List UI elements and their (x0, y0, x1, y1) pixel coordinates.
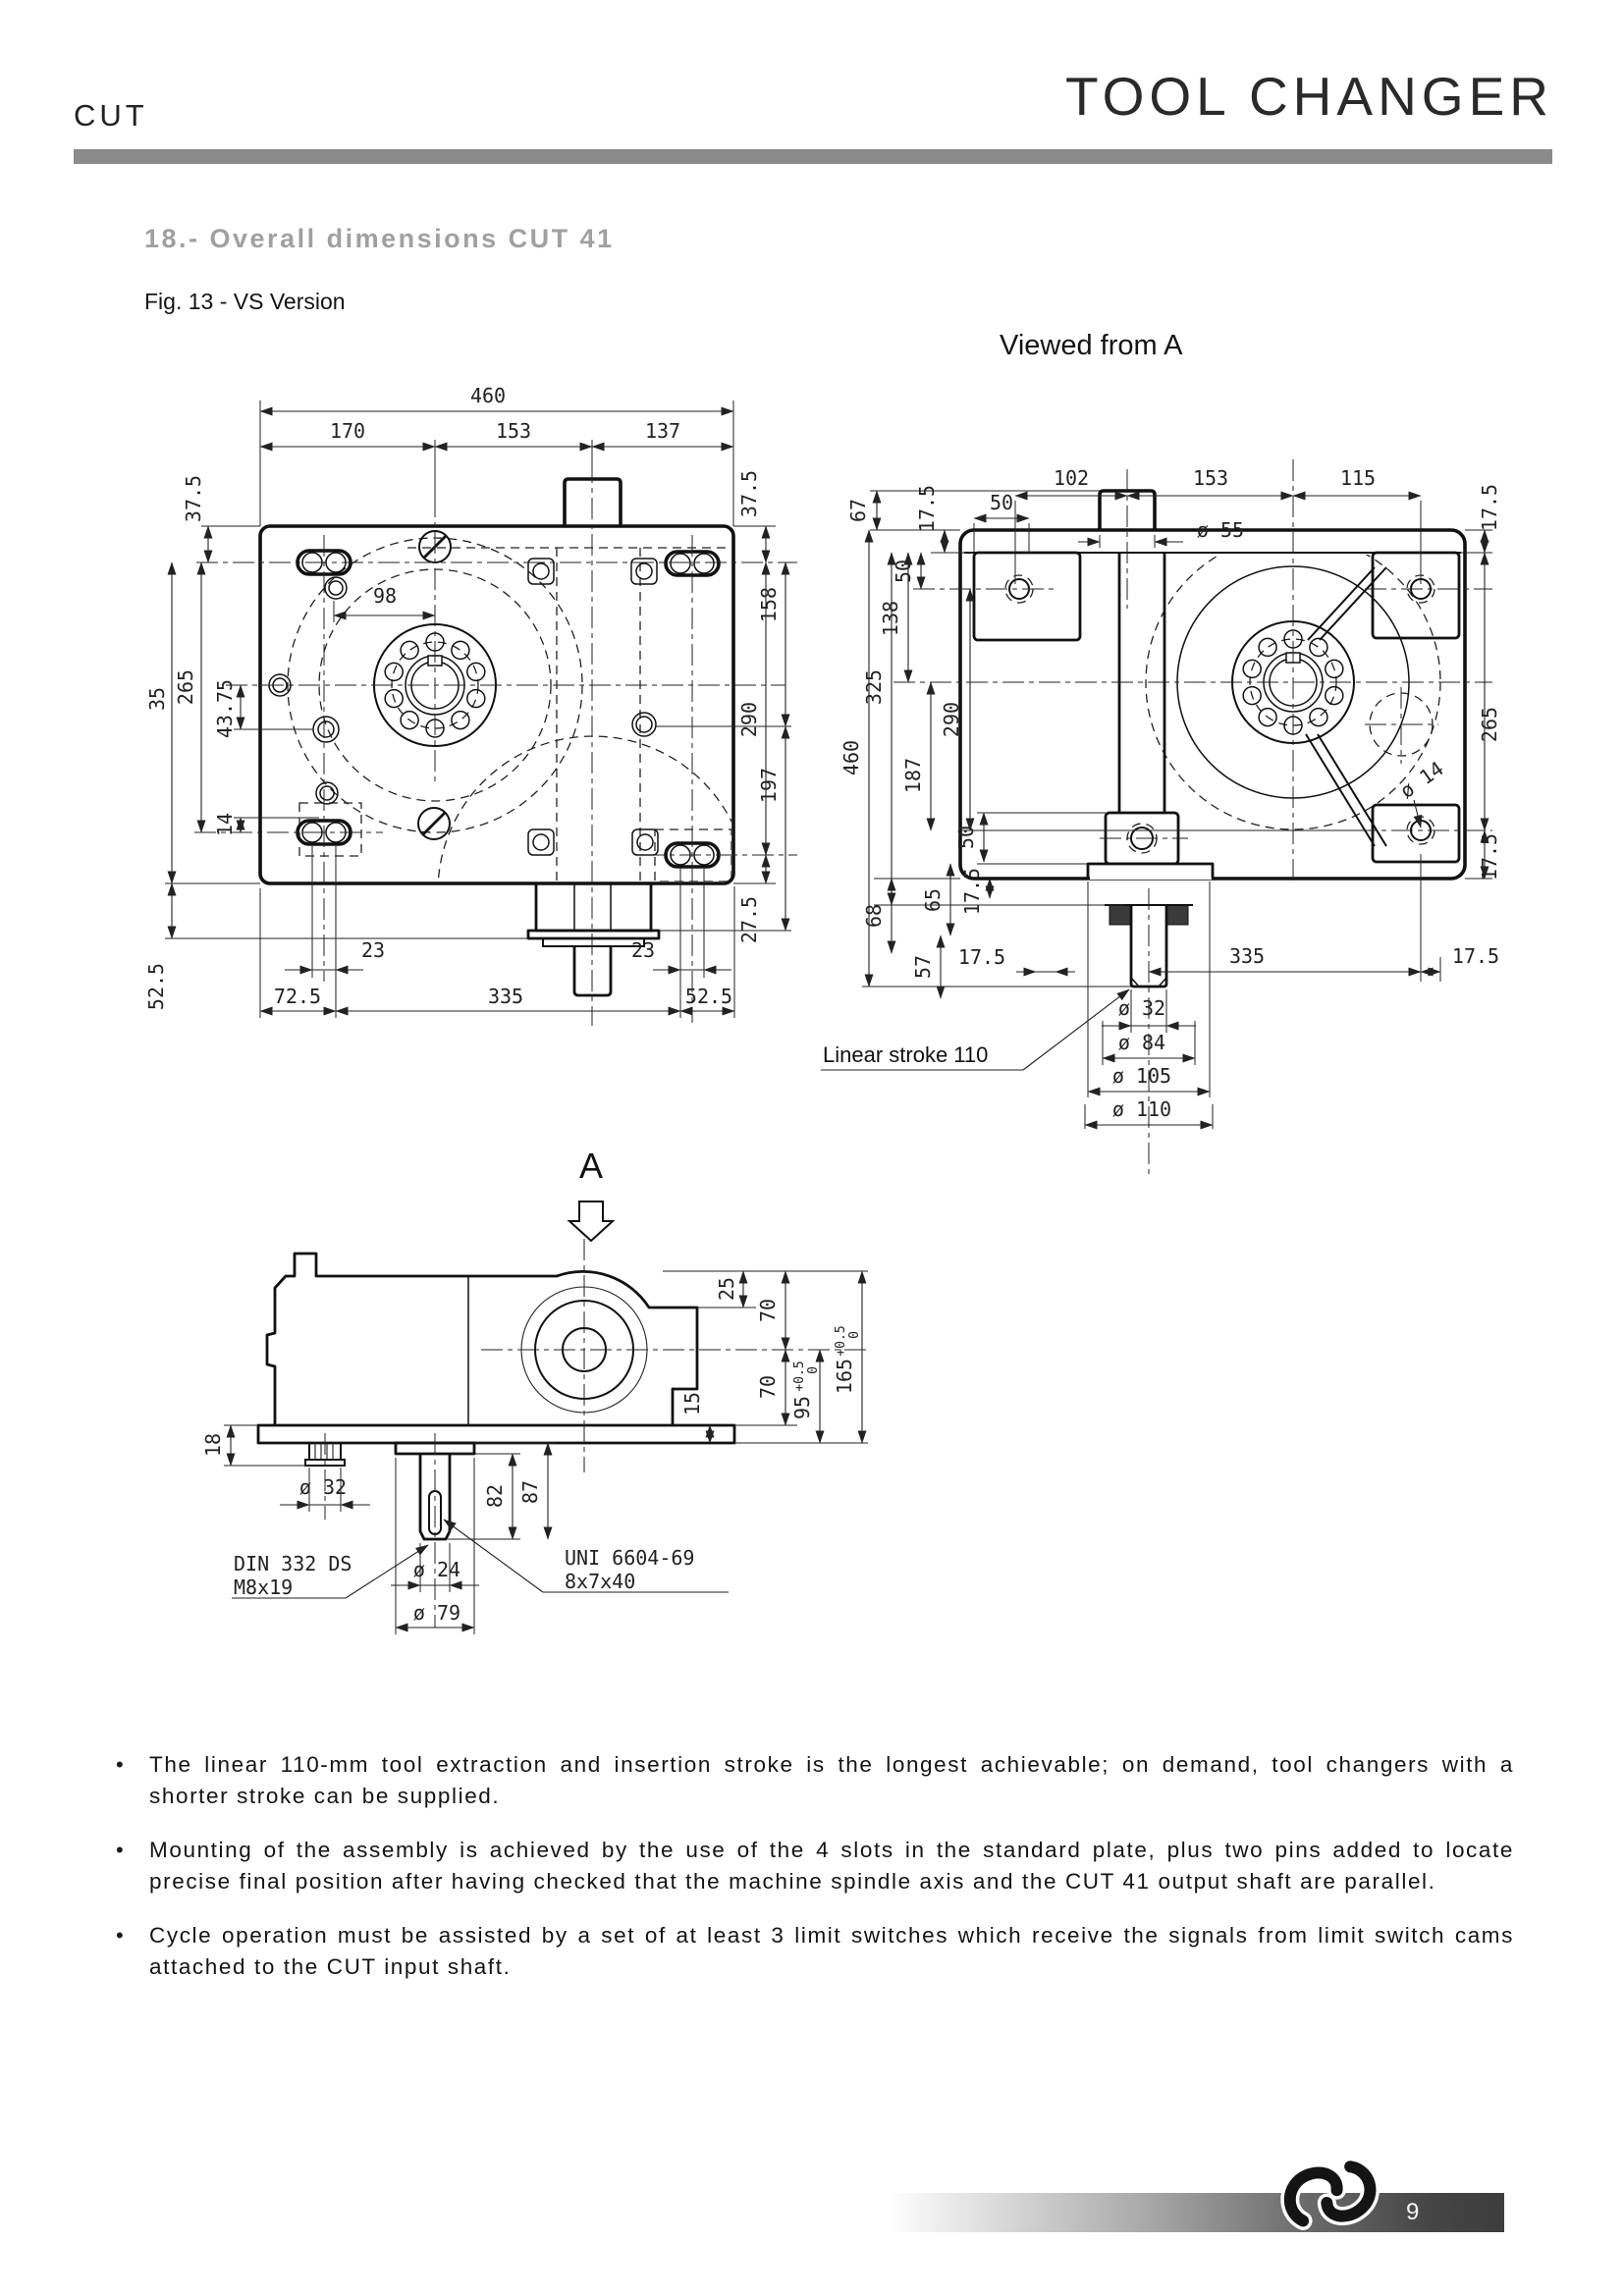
dimension-label: 72.5 (273, 985, 322, 1008)
bullet-icon: • (116, 1838, 124, 1862)
tolerance-label: 0 (847, 1331, 862, 1339)
dimension-label: 153 (495, 419, 532, 443)
dimension-label: 17.5 (1478, 483, 1501, 532)
dimension-label: 102 (1053, 466, 1090, 490)
dimension-label: 187 (901, 757, 925, 794)
din-spec-label: DIN 332 DS (234, 1552, 352, 1575)
dimension-label: 52.5 (144, 962, 168, 1011)
dimension-label: 17.5 (960, 867, 984, 916)
tolerance-label: 0 (806, 1366, 821, 1374)
dimension-label: 17.5 (1451, 944, 1500, 968)
bullet-text: The linear 110-mm tool extraction and insertion stroke is the longest achievable; on demand, tool changers with a shorter stroke can be supplied. (149, 1752, 1514, 1808)
bullet-text: Mounting of the assembly is achieved by the use of the 4 slots in the standard plate, plus two pins added to locate precise final position after having checked that the machine spindle axis and the CUT 41 output shaft are parallel. (149, 1838, 1514, 1894)
dimension-label: 17.5 (1478, 832, 1501, 881)
dimension-label: 70 (756, 1374, 780, 1400)
dimension-label: 50 (989, 491, 1014, 514)
uni-spec-label: 8x7x40 (565, 1570, 636, 1593)
dimension-label: 23 (630, 938, 656, 962)
dimension-label: 35 (145, 686, 169, 712)
dimension-label: 158 (757, 586, 781, 623)
tolerance-label: +0.5 (792, 1361, 807, 1392)
dimension-label: 95 (790, 1395, 814, 1420)
dimension-label: 165 (833, 1358, 856, 1395)
list-item (116, 1835, 1514, 1897)
dimension-label: ø 105 (1111, 1064, 1172, 1088)
dimension-label: 335 (1228, 944, 1266, 968)
figure-label: Fig. 13 - VS Version (144, 289, 346, 314)
dimension-label: 335 (487, 985, 524, 1008)
brand-logo (1245, 2158, 1402, 2256)
dimension-label: 37.5 (182, 474, 205, 523)
dimension-label: 153 (1192, 466, 1229, 490)
dimension-label: 265 (1478, 706, 1501, 743)
dimension-label: 14 (213, 812, 237, 837)
front-view (144, 384, 797, 1046)
dimension-label: 265 (174, 668, 197, 706)
side-view (821, 459, 1501, 1178)
dimension-label: 18 (201, 1432, 225, 1458)
page-number: 9 (1406, 2199, 1420, 2225)
view-a-marker: A (578, 1146, 604, 1186)
bullet-list (116, 1749, 1514, 2005)
dimension-label: 27.5 (737, 895, 761, 944)
dimension-label: ø 79 (412, 1601, 461, 1625)
dimension-label: 197 (757, 767, 781, 804)
list-item (116, 1920, 1514, 1983)
dimension-label: 68 (862, 903, 886, 929)
din-spec-label: M8x19 (234, 1575, 294, 1599)
dimension-label: 290 (940, 701, 963, 738)
bullet-icon: • (116, 1923, 124, 1948)
dimension-label: ø 84 (1117, 1031, 1166, 1054)
dimension-label: ø 32 (1117, 996, 1166, 1020)
dimension-label: 17.5 (957, 945, 1006, 969)
dimension-label: 98 (372, 584, 398, 608)
tolerance-label: +0.5 (834, 1325, 848, 1357)
dimension-label: 43.75 (213, 678, 237, 739)
list-item (116, 1749, 1514, 1812)
dimension-label: 65 (921, 887, 945, 913)
dimension-label: 25 (715, 1276, 738, 1302)
dimension-label: 67 (846, 498, 870, 523)
dimension-label: 170 (329, 419, 366, 443)
dimension-label: 460 (469, 384, 507, 407)
dimension-label: ø 14 (1395, 756, 1448, 803)
dimension-label: ø 110 (1111, 1097, 1172, 1121)
dimension-label: 325 (862, 668, 886, 706)
dimension-label: 15 (680, 1391, 704, 1416)
bullet-icon: • (116, 1752, 124, 1777)
dimension-label: 70 (756, 1298, 780, 1323)
dimension-label: 290 (737, 701, 761, 738)
header-product-name: CUT (74, 98, 148, 133)
view-direction-arrow-icon (569, 1201, 613, 1241)
dimension-label: 50 (892, 559, 915, 584)
dimension-label: 57 (911, 954, 935, 980)
dimension-label: 50 (954, 825, 978, 850)
page-title: TOOL CHANGER (1064, 66, 1553, 127)
dimension-label: 82 (483, 1483, 507, 1509)
uni-spec-label: UNI 6604-69 (565, 1546, 695, 1570)
dimension-label: ø 32 (298, 1475, 348, 1499)
bullet-text: Cycle operation must be assisted by a set of at least 3 limit switches which receive the signals from limit switch cams attached to the CUT input shaft. (149, 1923, 1514, 1979)
dimension-label: 17.5 (915, 484, 939, 533)
section-title: 18.- Overall dimensions CUT 41 (144, 224, 615, 253)
dimension-label: 23 (360, 938, 386, 962)
dimension-label: ø 55 (1196, 518, 1245, 542)
dimension-label: 137 (644, 419, 681, 443)
dimension-label: 460 (839, 739, 863, 776)
linear-stroke-label: Linear stroke 110 (823, 1042, 989, 1067)
dimension-label: 37.5 (737, 469, 761, 518)
viewed-from-a-title: Viewed from A (1000, 330, 1183, 361)
bottom-view (201, 1146, 868, 1634)
dimension-label: 87 (518, 1479, 542, 1505)
dimension-label: 138 (879, 600, 902, 637)
dimension-label: 115 (1339, 466, 1377, 490)
dimension-label: 52.5 (684, 985, 733, 1008)
dimension-label: ø 24 (412, 1558, 461, 1581)
